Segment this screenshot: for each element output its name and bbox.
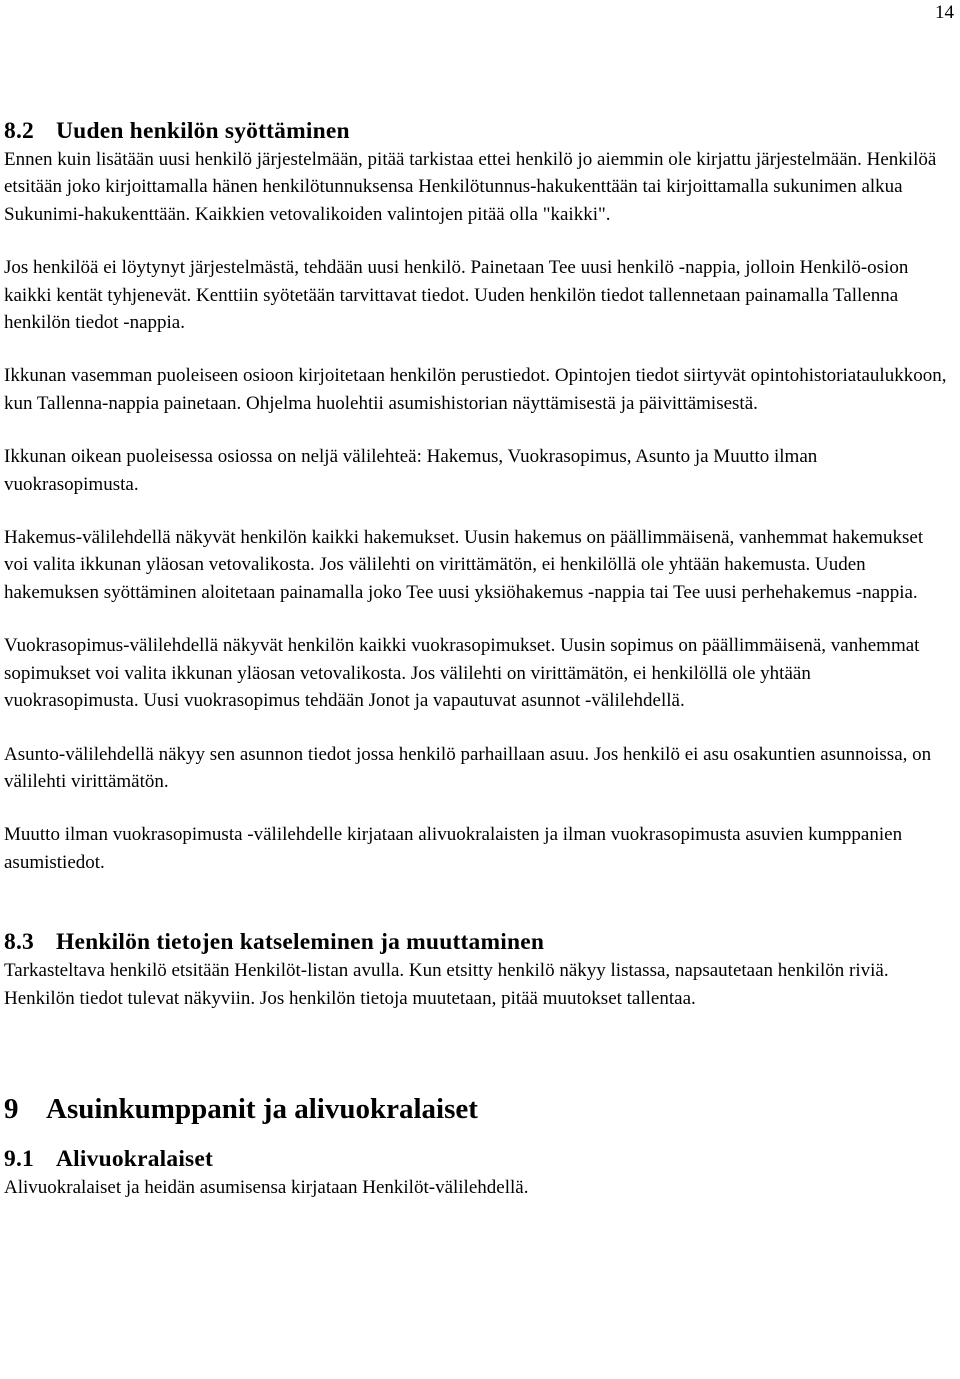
paragraph: Ennen kuin lisätään uusi henkilö järjestelmään, pitää tarkistaa ettei henkilö jo aiemmin ole kirjattu järjestelmään. Henkilöä etsitään joko kirjoittamalla hänen henkilötunnuksensa Henkilötunnus-hakukenttään tai kirjoittamalla sukunimen alkua Sukunimi-hakukenttään. Kaikkien vetovalikoiden valintojen pitää olla "kaikki". [4, 149, 937, 225]
paragraph: Jos henkilöä ei löytynyt järjestelmästä, tehdään uusi henkilö. Painetaan Tee uusi henkilö -nappia, jolloin Henkilö-osion kaikki kentät tyhjenevät. Kenttiin syötetään tarvittavat tiedot. Uuden henkilön tiedot tallennetaan painamalla Tallenna henkilön tiedot -nappia. [4, 257, 909, 334]
paragraph: Ikkunan oikean puoleisessa osiossa on neljä välilehteä: Hakemus, Vuokrasopimus, Asunto ja Muutto ilman vuokrasopimusta. [4, 446, 818, 495]
section-number: 9.1 [4, 1145, 34, 1172]
paragraph: Muutto ilman vuokrasopimusta -välilehdelle kirjataan alivuokralaisten ja ilman vuokrasopimusta asuvien kumppanien asumistiedot. [4, 824, 903, 873]
chapter-title: Asuinkumppanit ja alivuokralaiset [46, 1092, 478, 1125]
paragraph: Alivuokralaiset ja heidän asumisensa kirjataan Henkilöt-välilehdellä. [4, 1176, 529, 1198]
section-number: 8.3 [4, 929, 34, 956]
chapter-heading-9 [4, 1091, 949, 1127]
chapter-number: 9 [4, 1092, 19, 1125]
section-heading-9-1 [4, 1144, 949, 1174]
paragraph: Vuokrasopimus-välilehdellä näkyvät henkilön kaikki vuokrasopimukset. Uusin sopimus on päällimmäisenä, vanhemmat sopimukset voi valita ikkunan yläosan vetovalikosta. Jos välilehti on virittämätön, ei henkilöllä ole yhtään vuokrasopimusta. Uusi vuokrasopimus tehdään Jonot ja vapautuvat asunnot -välilehdellä. [4, 635, 920, 712]
section-title: Alivuokralaiset [56, 1145, 214, 1172]
section-title: Uuden henkilön syöttäminen [56, 118, 350, 144]
paragraph: Asunto-välilehdellä näkyy sen asunnon tiedot jossa henkilö parhaillaan asuu. Jos henkilö ei asu osakuntien asunnoissa, on välilehti virittämätön. [4, 743, 932, 792]
paragraph: Hakemus-välilehdellä näkyvät henkilön kaikki hakemukset. Uusin hakemus on päällimmäisenä, vanhemmat hakemukset voi valita ikkunan yläosan vetovalikosta. Jos välilehti on virittämätön, ei henkilöllä ole yhtään hakemusta. Uuden hakemuksen syöttäminen aloitetaan painamalla joko Tee uusi yksiöhakemus -nappia tai Tee uusi perhehakemus -nappia. [4, 527, 924, 603]
paragraph: Tarkasteltava henkilö etsitään Henkilöt-listan avulla. Kun etsitty henkilö näkyy listassa, napsautetaan henkilön riviä. Henkilön tiedot tulevat näkyviin. Jos henkilön tietoja muutetaan, pitää muutokset tallentaa. [4, 960, 889, 1009]
section-heading-8-2 [4, 116, 949, 146]
document-body [4, 116, 949, 1201]
section-title: Henkilön tietojen katseleminen ja muuttaminen [56, 929, 545, 956]
section-heading-8-3 [4, 927, 949, 957]
section-number: 8.2 [4, 118, 34, 144]
paragraph: Ikkunan vasemman puoleiseen osioon kirjoitetaan henkilön perustiedot. Opintojen tiedot siirtyvät opintohistoriataulukkoon, kun Tallenna-nappia painetaan. Ohjelma huolehtii asumishistorian näyttämisestä ja päivittämisestä. [4, 365, 947, 414]
page-number: 14 [935, 2, 954, 23]
